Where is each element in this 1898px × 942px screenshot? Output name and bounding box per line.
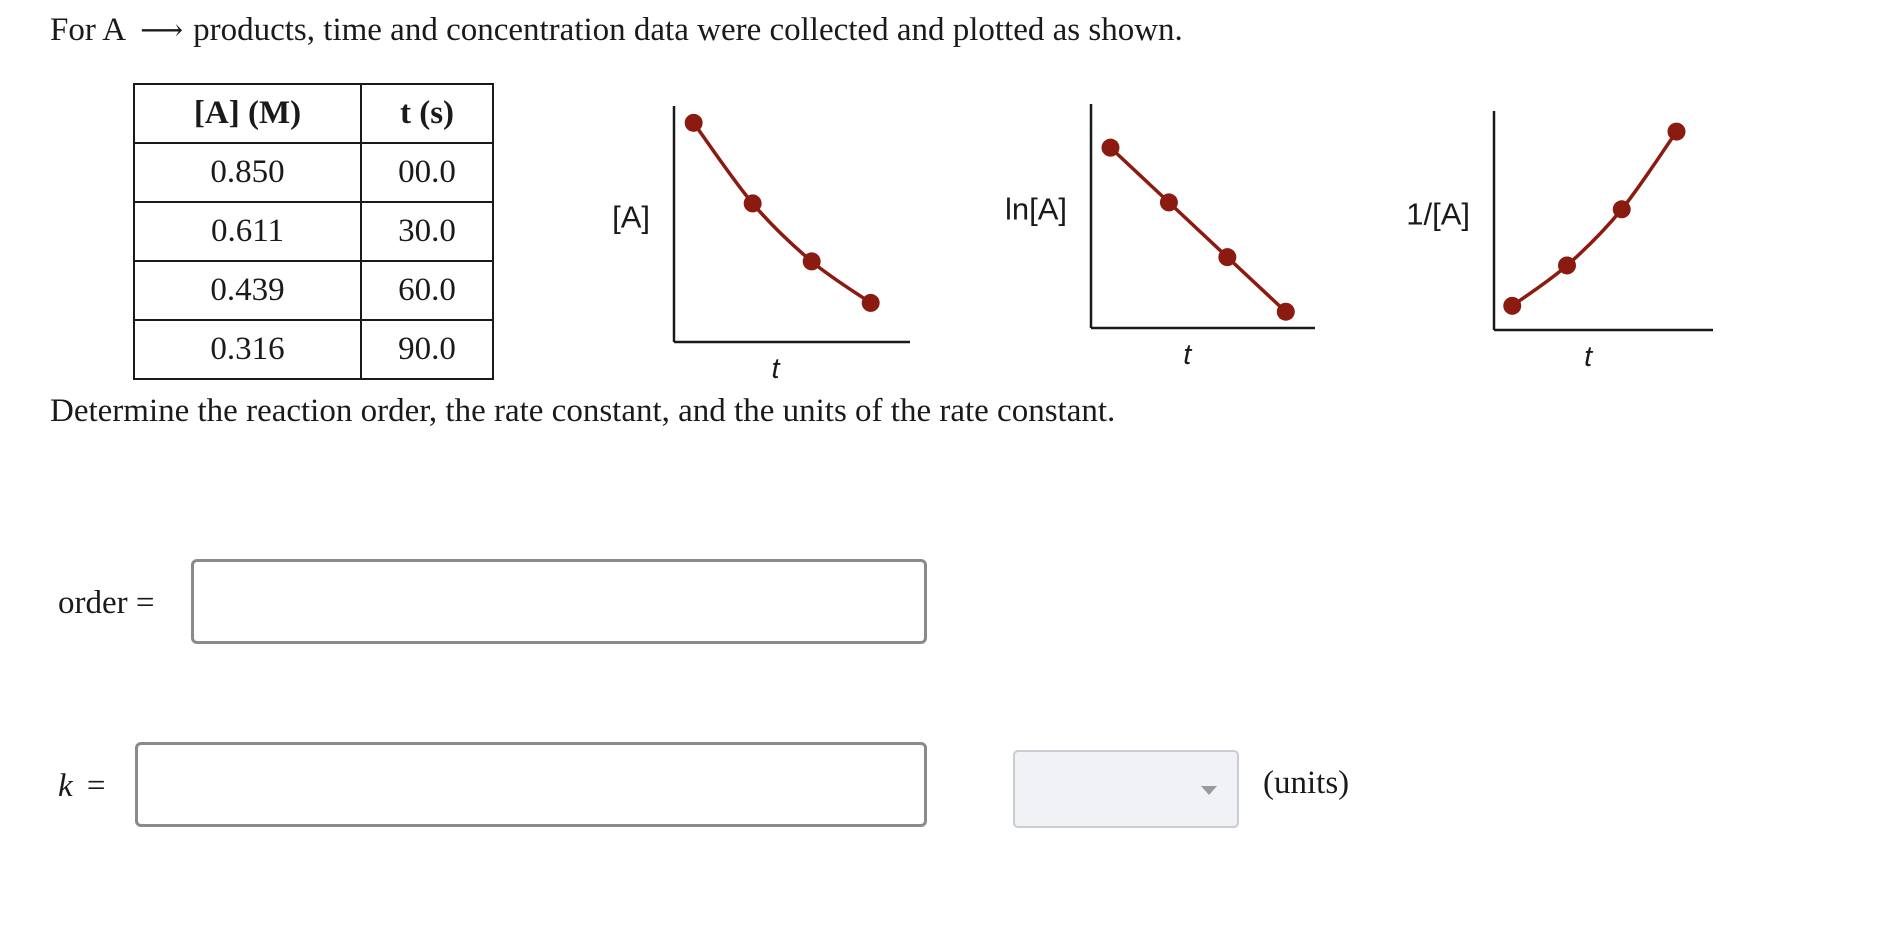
table-header-row <box>134 84 493 143</box>
data-point <box>1160 193 1178 211</box>
series-line <box>694 123 871 303</box>
data-point <box>862 294 880 312</box>
order-label: order = <box>58 585 155 621</box>
table-row <box>134 320 493 379</box>
data-point <box>685 114 703 132</box>
y-axis-label: ln[A] <box>1004 191 1067 227</box>
column-header-concentration: [A] (M) <box>134 84 361 143</box>
series-line <box>1110 148 1285 312</box>
k-label <box>58 768 106 805</box>
units-dropdown[interactable] <box>1013 750 1239 828</box>
table-cell-concentration: 0.316 <box>134 320 361 379</box>
table-cell-concentration: 0.439 <box>134 261 361 320</box>
x-axis-label: t <box>1183 339 1192 371</box>
data-point <box>1613 200 1631 218</box>
x-axis-label: t <box>771 353 780 385</box>
data-point <box>1218 248 1236 266</box>
table-row <box>134 261 493 320</box>
concentration-time-table <box>133 83 494 380</box>
data-point <box>1277 303 1295 321</box>
intro-lead: For A <box>50 12 127 48</box>
plot-concentration-vs-time <box>600 0 930 385</box>
y-axis-label: 1/[A] <box>1406 196 1470 232</box>
table-cell-concentration: 0.611 <box>134 202 361 261</box>
table-cell-time: 60.0 <box>361 261 493 320</box>
series-line <box>1512 132 1676 306</box>
rate-constant-input[interactable] <box>135 742 927 827</box>
plot-inverse-concentration-vs-time <box>1390 0 1730 375</box>
column-header-time: t (s) <box>361 84 493 143</box>
table-cell-time: 00.0 <box>361 143 493 202</box>
intro-rest: products, time and concentration data were collected and plotted as shown. <box>193 12 1183 48</box>
data-point <box>744 194 762 212</box>
chevron-down-icon <box>1201 786 1217 795</box>
question-text: Determine the reaction order, the rate constant, and the units of the rate constant. <box>50 393 1116 429</box>
order-input[interactable] <box>191 559 927 644</box>
k-symbol: k <box>58 768 73 804</box>
data-point <box>1503 297 1521 315</box>
table-cell-concentration: 0.850 <box>134 143 361 202</box>
units-label: (units) <box>1263 765 1350 801</box>
x-axis-label: t <box>1584 341 1593 373</box>
table-cell-time: 90.0 <box>361 320 493 379</box>
y-axis-label: [A] <box>612 199 650 235</box>
data-point <box>1101 139 1119 157</box>
table-row <box>134 143 493 202</box>
reaction-arrow: ⟶ <box>140 14 184 47</box>
k-equals: = <box>86 768 106 804</box>
table-cell-time: 30.0 <box>361 202 493 261</box>
data-point <box>1668 123 1686 141</box>
plot-ln-concentration-vs-time <box>990 0 1330 370</box>
table-row <box>134 202 493 261</box>
data-point <box>1558 256 1576 274</box>
data-point <box>803 252 821 270</box>
